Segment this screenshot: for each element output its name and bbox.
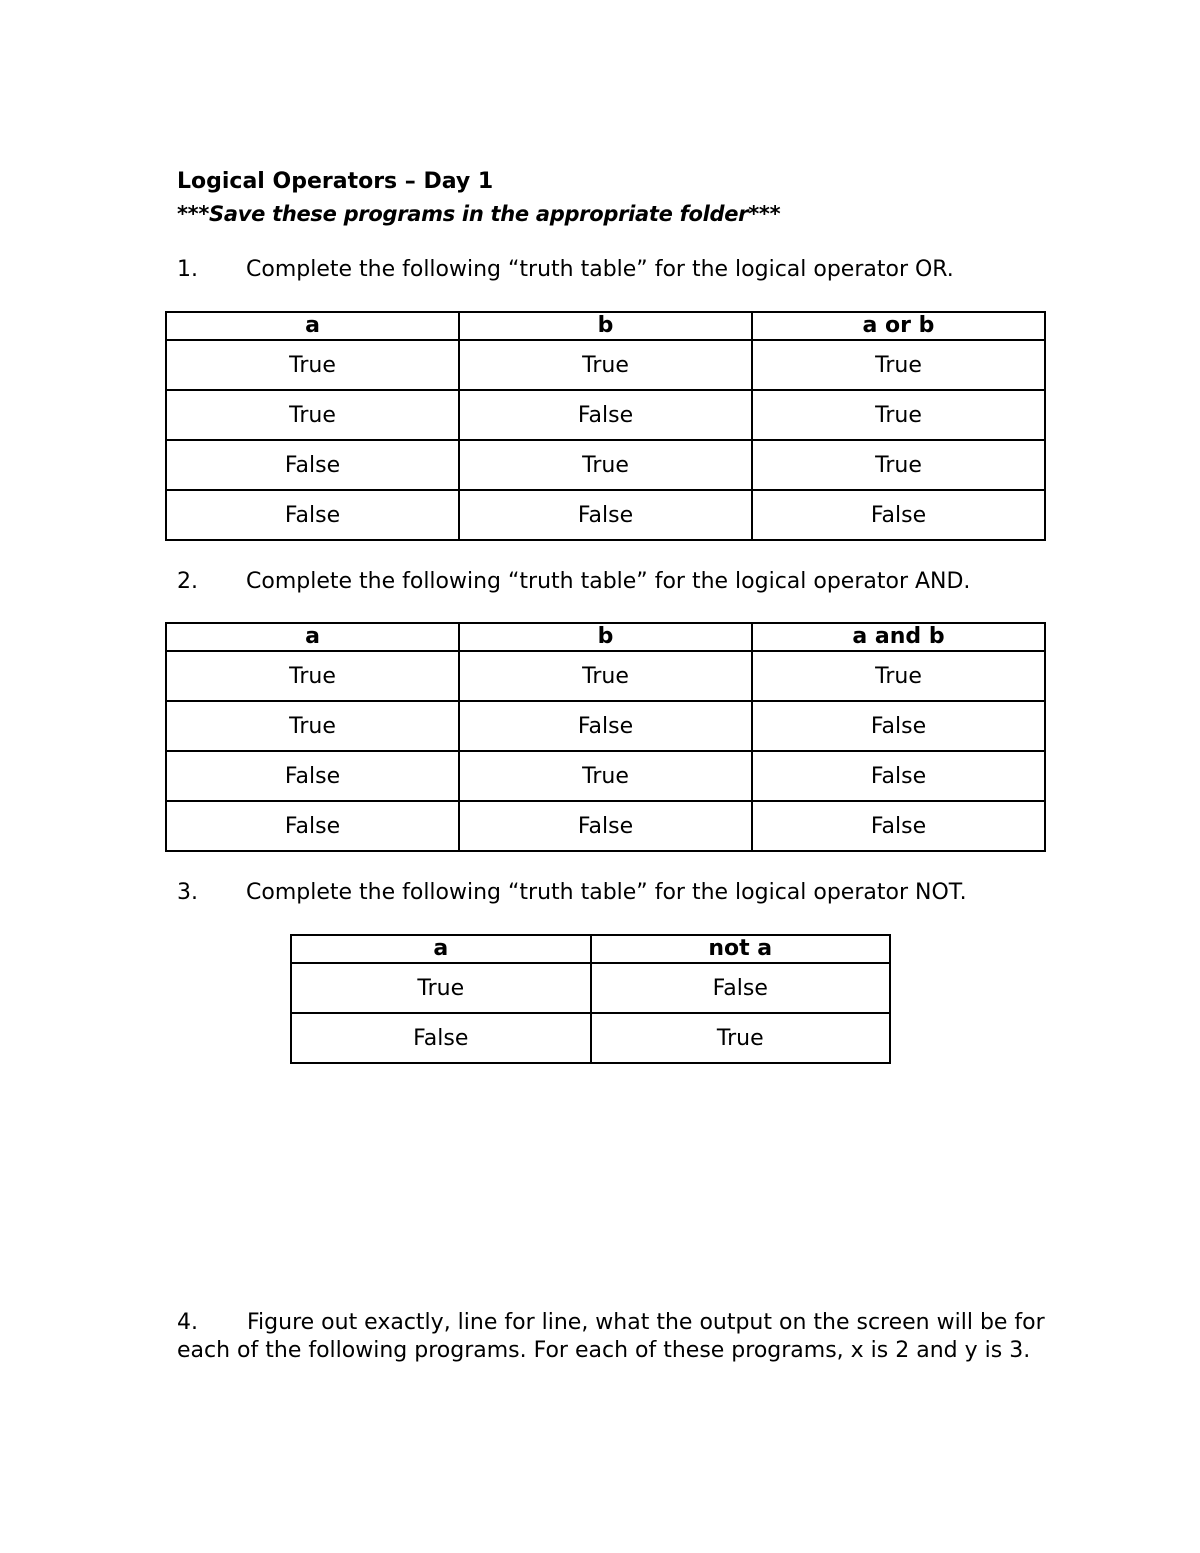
table-cell: False [459,390,752,440]
table-cell: True [166,701,459,751]
table-cell: False [752,490,1045,540]
question-text: Complete the following “truth table” for the logical operator NOT. [246,880,967,905]
table-header-row [166,623,1045,651]
table-row [291,1013,890,1063]
question-1 [177,256,954,284]
table-header-row [291,935,890,963]
table-cell: False [752,751,1045,801]
table-cell: True [459,340,752,390]
question-number: 3. [177,880,198,905]
header-cell: a [166,623,459,651]
table-cell: False [166,490,459,540]
table-row [166,801,1045,851]
header-cell: a [291,935,591,963]
question-text: Figure out exactly, line for line, what the output on the screen will be for each of the following programs. For each of these programs, x is 2 and y is 3. [177,1310,1045,1363]
header-cell: a [166,312,459,340]
question-2 [177,568,970,596]
page-subtitle: ***Save these programs in the appropriate folder*** [177,202,781,226]
table-cell: True [752,390,1045,440]
table-row [166,390,1045,440]
table-cell: True [459,651,752,701]
table-cell: False [459,701,752,751]
table-cell: False [459,801,752,851]
table-cell: True [166,651,459,701]
table-row [166,701,1045,751]
question-number: 4. [177,1310,198,1335]
truth-table-or [165,311,1046,541]
table-cell: True [166,340,459,390]
table-cell: False [166,801,459,851]
table-cell: False [291,1013,591,1063]
question-3 [177,879,967,907]
table-cell: True [459,440,752,490]
table-cell: True [752,651,1045,701]
question-text: Complete the following “truth table” for the logical operator AND. [246,569,971,594]
table-cell: True [752,440,1045,490]
table-row [291,963,890,1013]
page-title: Logical Operators – Day 1 [177,169,494,194]
table-cell: False [459,490,752,540]
table-row [166,490,1045,540]
table-cell: False [166,440,459,490]
truth-table-and [165,622,1046,852]
header-cell: a or b [752,312,1045,340]
question-text: Complete the following “truth table” for the logical operator OR. [246,257,954,282]
table-cell: True [459,751,752,801]
table-row [166,340,1045,390]
header-cell: b [459,312,752,340]
table-cell: True [291,963,591,1013]
header-cell: not a [591,935,891,963]
header-cell: a and b [752,623,1045,651]
table-cell: False [752,801,1045,851]
question-number: 2. [177,569,198,594]
table-cell: False [752,701,1045,751]
table-row [166,751,1045,801]
table-row [166,440,1045,490]
table-cell: True [166,390,459,440]
table-row [166,651,1045,701]
question-number: 1. [177,257,198,282]
question-4 [177,1309,1067,1365]
table-cell: True [591,1013,891,1063]
truth-table-not [290,934,891,1064]
table-cell: False [591,963,891,1013]
table-cell: False [166,751,459,801]
table-cell: True [752,340,1045,390]
header-cell: b [459,623,752,651]
table-header-row [166,312,1045,340]
